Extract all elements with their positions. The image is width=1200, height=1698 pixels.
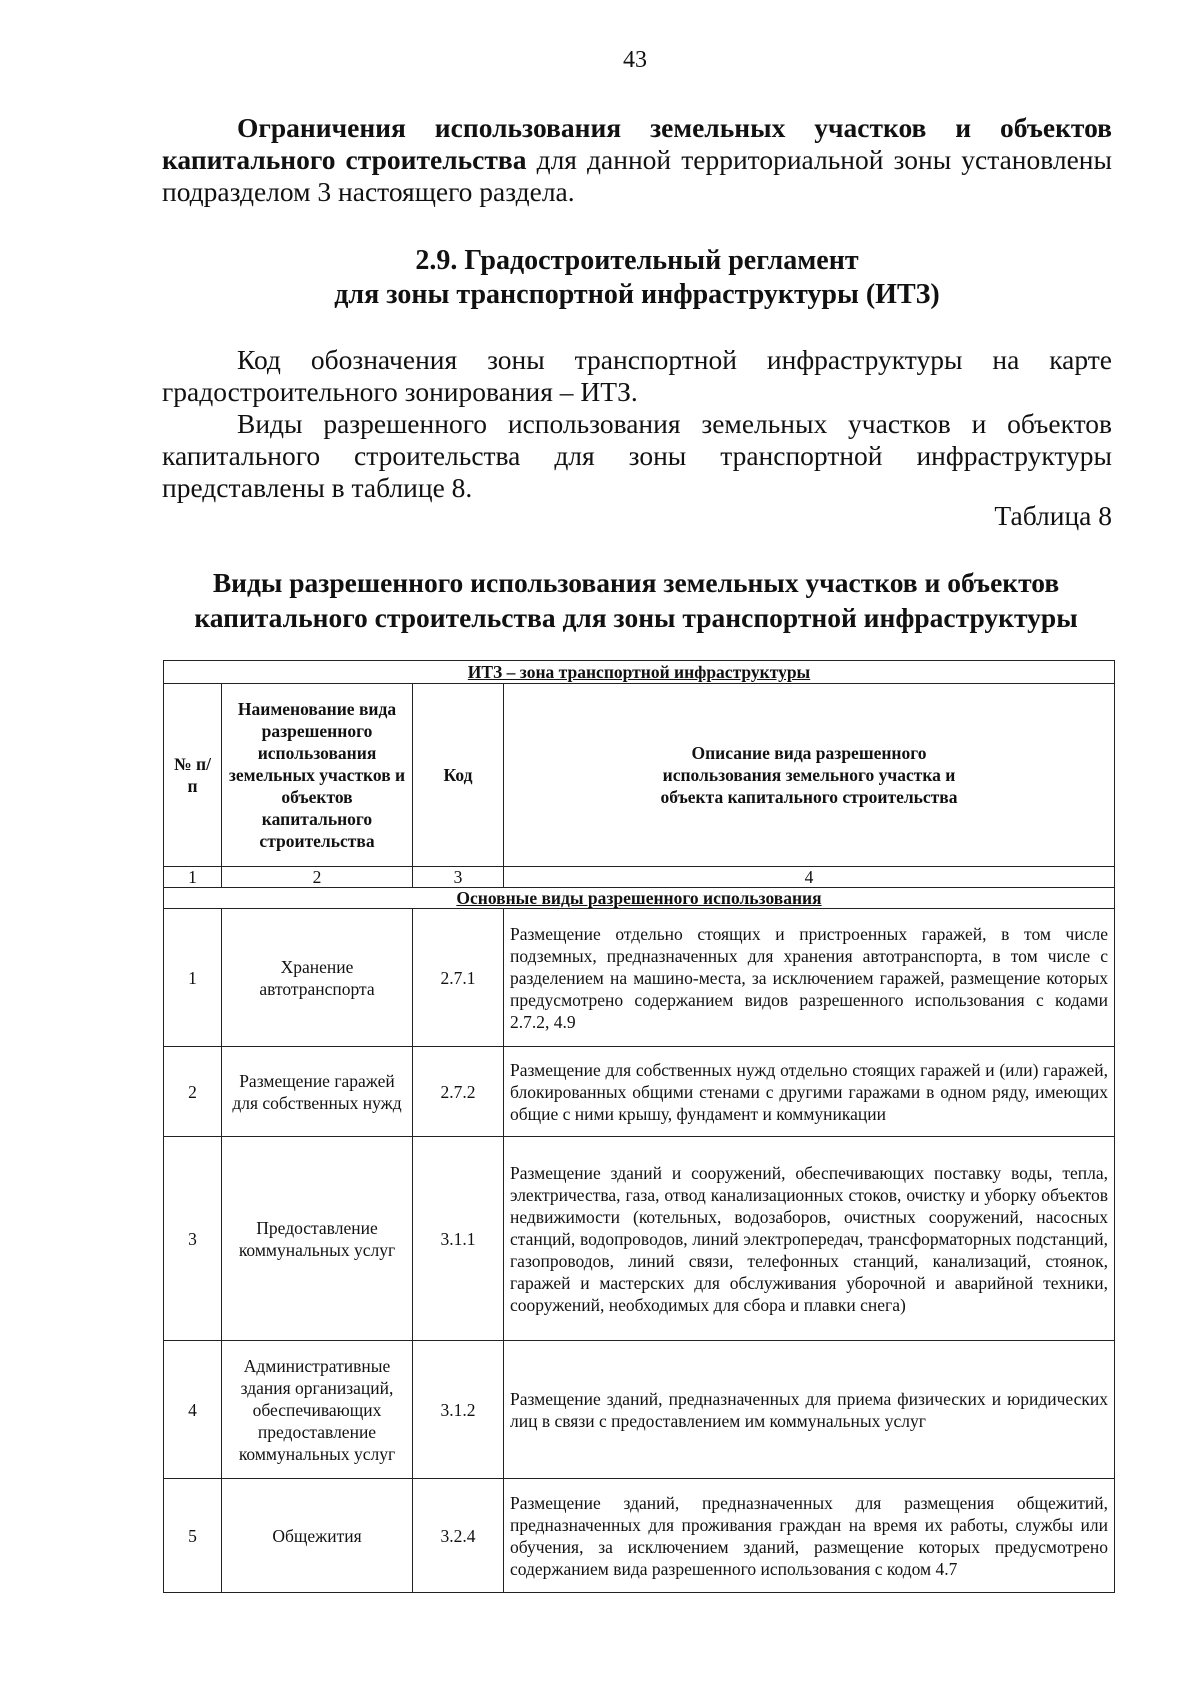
row-desc: Размещение зданий, предназначенных для размещения общежитий, предназначенных для проживания граждан на время их работы, службы или обучения, за исключением зданий, размещение которых предусмотрено содержанием вида разрешенного использования с кодом 4.7 — [504, 1479, 1115, 1593]
row-code: 2.7.2 — [413, 1047, 504, 1137]
row-num: 3 — [164, 1137, 222, 1341]
table-row — [164, 1047, 1115, 1137]
table-heading-line1: Виды разрешенного использования земельных участков и объектов — [212, 567, 1060, 598]
page-number: 43 — [623, 47, 647, 73]
row-code: 3.1.1 — [413, 1137, 504, 1341]
header-code: Код — [413, 684, 504, 867]
section-title — [162, 244, 1112, 312]
row-num: 2 — [164, 1047, 222, 1137]
table-label: Таблица 8 — [994, 500, 1112, 531]
table-heading — [150, 565, 1122, 635]
row-name: Хранение автотранспорта — [222, 909, 413, 1047]
permitted-uses-paragraph: Виды разрешенного использования земельных участков и объектов капитального строительства для зоны транспортной инфраструктуры представлены в таблице 8. — [162, 408, 1112, 503]
col-number: 2 — [222, 867, 413, 888]
group-row — [164, 888, 1115, 909]
col-number: 1 — [164, 867, 222, 888]
table-heading-line2: капитального строительства для зоны транспортной инфраструктуры — [194, 602, 1078, 633]
col-number: 4 — [504, 867, 1115, 888]
table-row — [164, 1137, 1115, 1341]
zone-code-paragraph: Код обозначения зоны транспортной инфраструктуры на карте градостроительного зонирования – ИТЗ. — [162, 344, 1112, 407]
header-num: № п/п — [164, 684, 222, 867]
zone-title-row — [164, 661, 1115, 684]
row-desc: Размещение зданий и сооружений, обеспечивающих поставку воды, тепла, электричества, газа, отвод канализационных стоков, очистку и уборку объектов недвижимости (котельных, водозаборов, очистных сооружений, насосных станций, водопроводов, линий электропередач, трансформаторных подстанций, газопроводов, линий связи, телефонных станций, канализаций, стоянок, гаражей и мастерских для обслуживания уборочной и аварийной техники, сооружений, необходимых для сбора и плавки снега) — [504, 1137, 1115, 1341]
section-title-line2: для зоны транспортной инфраструктуры (ИТЗ) — [334, 279, 940, 310]
section-title-line1: 2.9. Градостроительный регламент — [415, 245, 859, 276]
group-title: Основные виды разрешенного использования — [164, 888, 1115, 909]
intro-rest-text: для данной территориальной зоны установлены подразделом 3 настоящего раздела. — [162, 144, 1112, 207]
column-number-row — [164, 867, 1115, 888]
row-code: 2.7.1 — [413, 909, 504, 1047]
row-num: 5 — [164, 1479, 222, 1593]
permitted-uses-table — [163, 660, 1115, 1593]
header-desc: Описание вида разрешенного использования земельного участка и объекта капитального строительства — [504, 684, 1115, 867]
row-code: 3.1.2 — [413, 1341, 504, 1479]
row-name: Административные здания организаций, обеспечивающих предоставление коммунальных услуг — [222, 1341, 413, 1479]
table-row — [164, 909, 1115, 1047]
table-row — [164, 1479, 1115, 1593]
intro-paragraph — [162, 112, 1112, 208]
col-number: 3 — [413, 867, 504, 888]
intro-bold-text: Ограничения использования земельных участков и объектов капитального строительства — [162, 112, 1112, 175]
row-num: 4 — [164, 1341, 222, 1479]
row-name: Предоставление коммунальных услуг — [222, 1137, 413, 1341]
table-row — [164, 1341, 1115, 1479]
row-desc: Размещение отдельно стоящих и пристроенных гаражей, в том числе подземных, предназначенных для хранения автотранспорта, в том числе с разделением на машино-места, за исключением гаражей, размещение которых предусмотрено содержанием видов разрешенного использования с кодами 2.7.2, 4.9 — [504, 909, 1115, 1047]
zone-title: ИТЗ – зона транспортной инфраструктуры — [164, 661, 1115, 684]
row-desc: Размещение для собственных нужд отдельно стоящих гаражей и (или) гаражей, блокированных общими стенами с другими гаражами в одном ряду, имеющих общие с ними крышу, фундамент и коммуникации — [504, 1047, 1115, 1137]
row-desc: Размещение зданий, предназначенных для приема физических и юридических лиц в связи с предоставлением им коммунальных услуг — [504, 1341, 1115, 1479]
header-name: Наименование вида разрешенного использования земельных участков и объектов капитального строительства — [222, 684, 413, 867]
row-code: 3.2.4 — [413, 1479, 504, 1593]
row-name: Размещение гаражей для собственных нужд — [222, 1047, 413, 1137]
row-name: Общежития — [222, 1479, 413, 1593]
header-row — [164, 684, 1115, 867]
row-num: 1 — [164, 909, 222, 1047]
